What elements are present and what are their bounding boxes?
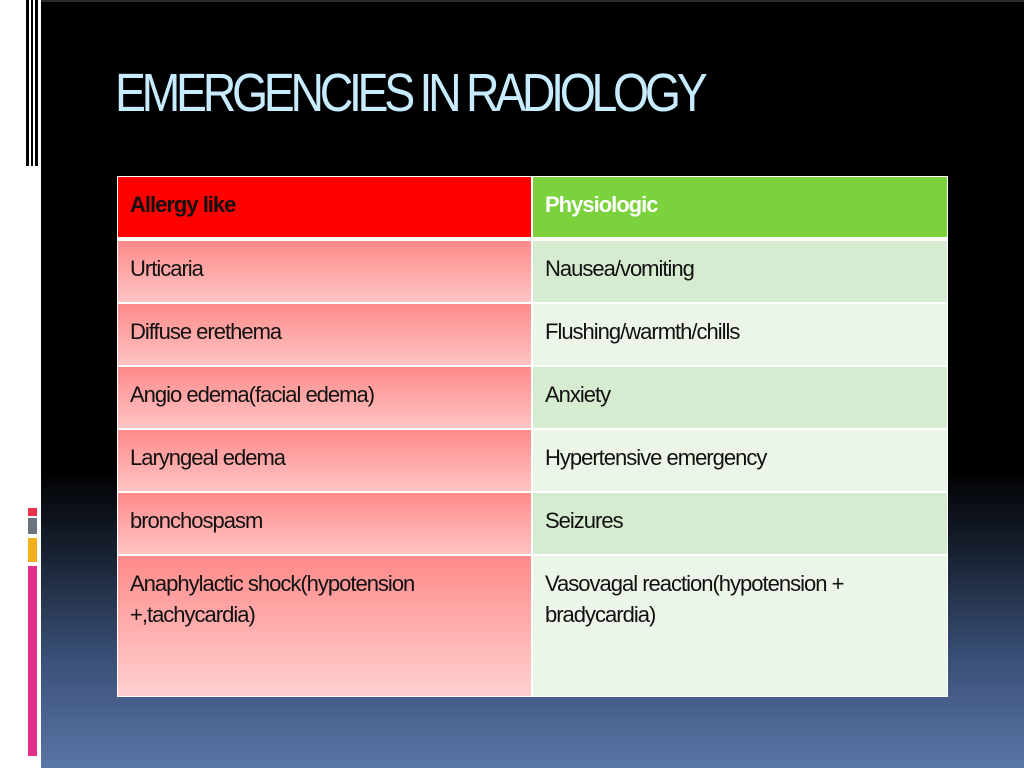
table-row: [117, 303, 948, 366]
table-header-row: [117, 176, 948, 240]
allergy-cell: Diffuse erethema: [117, 303, 532, 366]
table-row: [117, 429, 948, 492]
allergy-cell: Laryngeal edema: [117, 429, 532, 492]
physiologic-cell: Anxiety: [532, 366, 948, 429]
top-line: [41, 0, 1024, 2]
physiologic-cell: Nausea/vomiting: [532, 240, 948, 303]
table-row: [117, 555, 948, 697]
accent-block-red: [28, 508, 37, 516]
allergy-cell: Urticaria: [117, 240, 532, 303]
table-row: [117, 240, 948, 303]
slide-title: EMERGENCIES IN RADIOLOGY: [115, 63, 704, 123]
physiologic-cell: Vasovagal reaction(hypotension + bradycardia): [532, 555, 948, 697]
decorative-stripe: [35, 0, 38, 166]
accent-block-pink: [28, 566, 37, 756]
table-row: [117, 366, 948, 429]
header-allergy-like: Allergy like: [117, 176, 532, 240]
allergy-cell: bronchospasm: [117, 492, 532, 555]
allergy-cell: Anaphylactic shock(hypotension +,tachycardia): [117, 555, 532, 697]
decorative-stripe: [26, 0, 29, 166]
decorative-stripe: [31, 0, 33, 166]
accent-block-gray: [28, 518, 37, 534]
allergy-cell: Angio edema(facial edema): [117, 366, 532, 429]
accent-block-yellow: [28, 538, 37, 562]
emergencies-table: [117, 176, 948, 697]
physiologic-cell: Hypertensive emergency: [532, 429, 948, 492]
header-physiologic: Physiologic: [532, 176, 948, 240]
table-row: [117, 492, 948, 555]
physiologic-cell: Seizures: [532, 492, 948, 555]
physiologic-cell: Flushing/warmth/chills: [532, 303, 948, 366]
